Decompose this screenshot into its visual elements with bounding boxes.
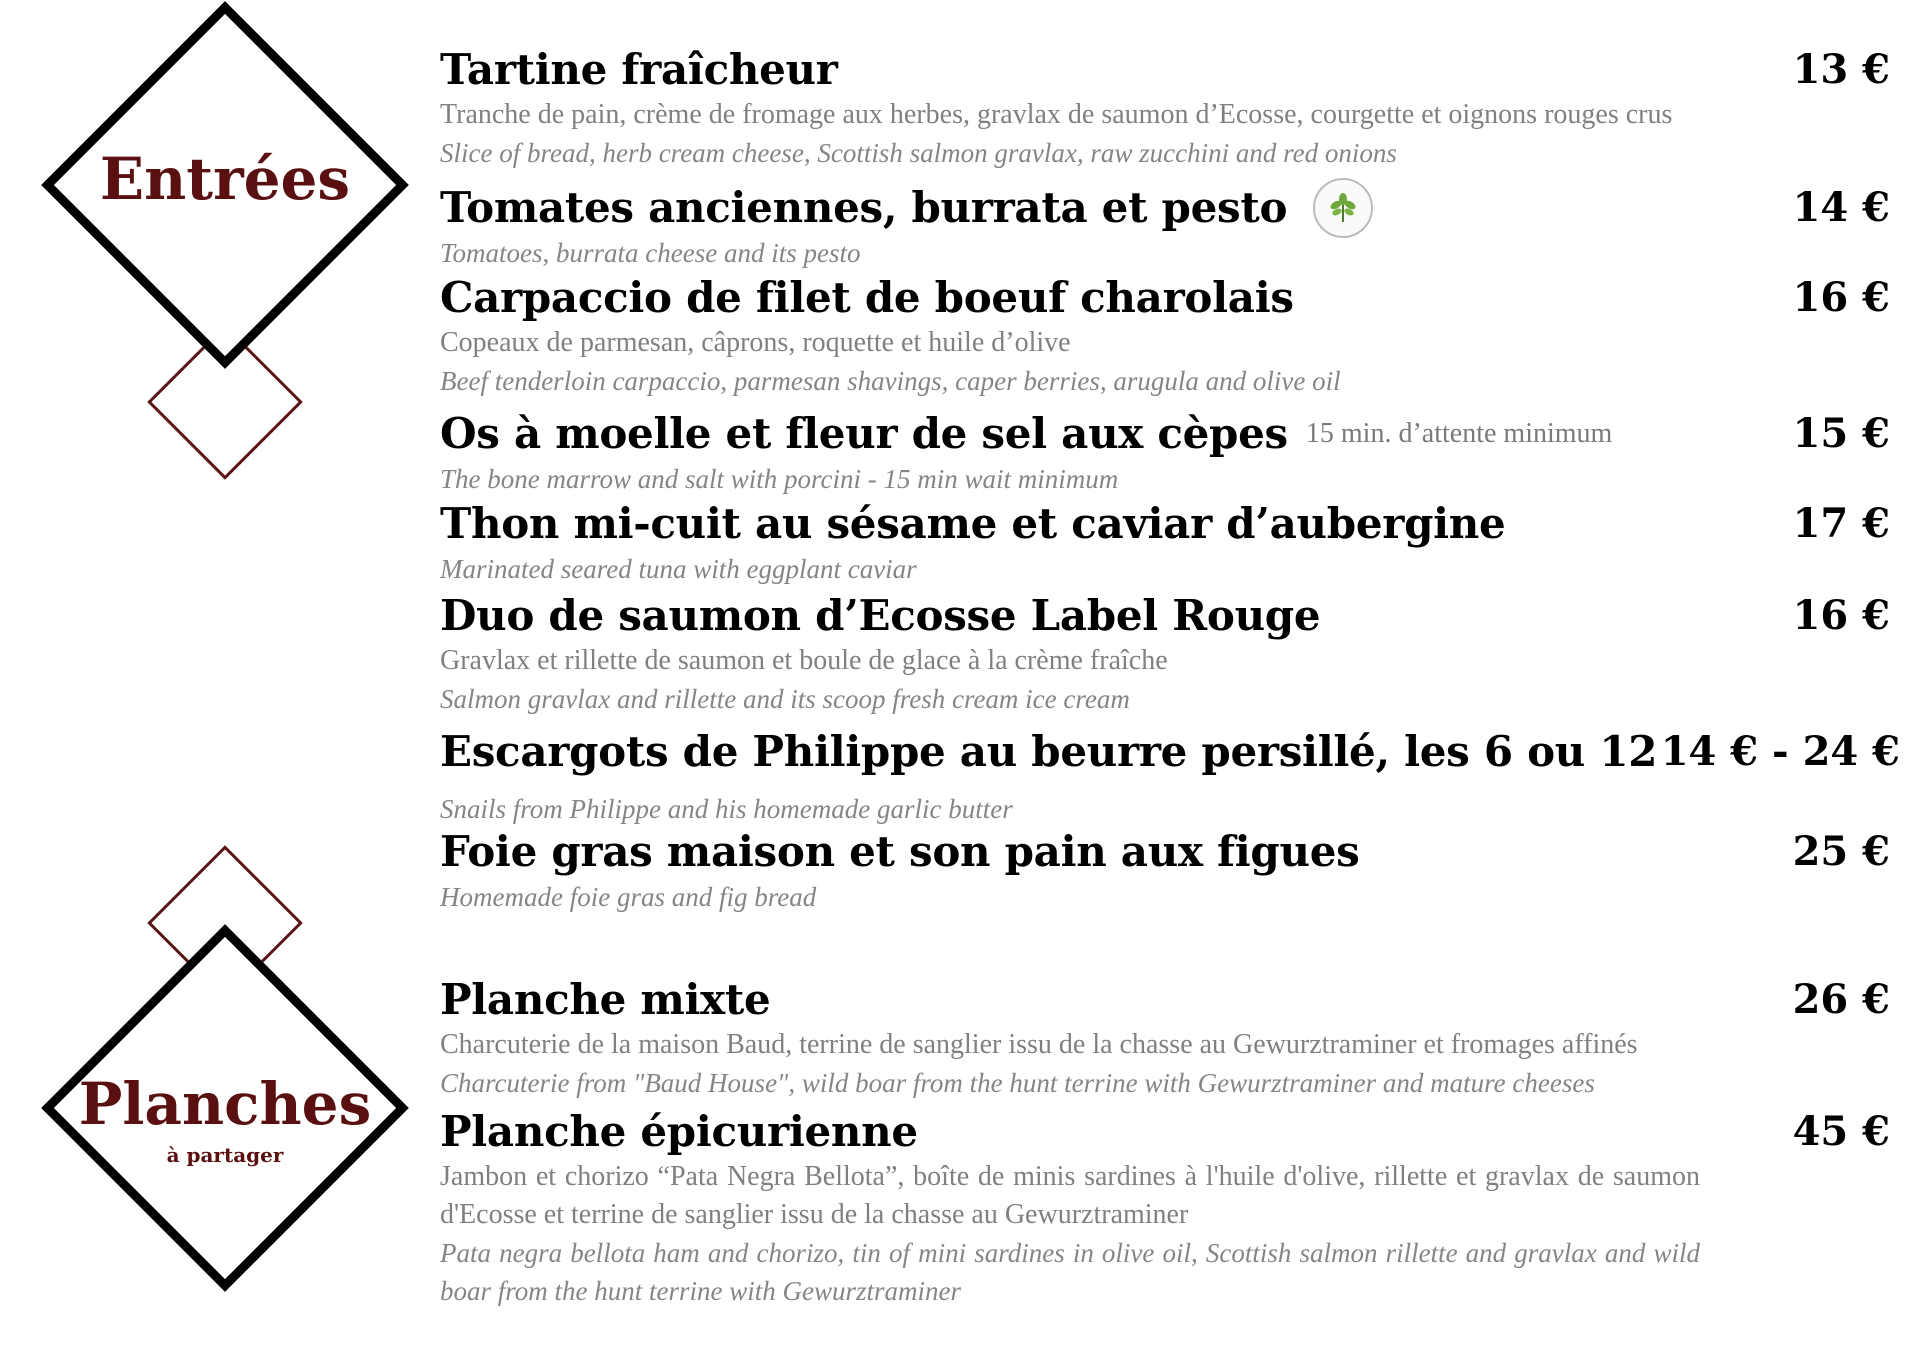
item-price: 15 €: [1792, 410, 1890, 457]
item-description: Charcuterie de la maison Baud, terrine de sanglier issu de la chasse au Gewurztraminer et fromages affinés: [440, 1029, 1638, 1060]
item-price: 16 €: [1792, 592, 1890, 639]
menu-item: [440, 826, 1890, 916]
item-description-en: Charcuterie from "Baud House", wild boar from the hunt terrine with Gewurztraminer and mature cheeses: [440, 1068, 1595, 1098]
item-price: 13 €: [1792, 46, 1890, 93]
item-note: 15 min. d’attente minimum: [1305, 418, 1613, 449]
item-description-en: Slice of bread, herb cream cheese, Scottish salmon gravlax, raw zucchini and red onions: [440, 138, 1397, 168]
item-price: 14 € - 24 €: [1660, 728, 1900, 775]
item-price: 25 €: [1792, 828, 1890, 875]
menu-item: [440, 974, 1890, 1102]
item-price: 45 €: [1792, 1108, 1890, 1155]
item-description-en: Pata negra bellota ham and chorizo, tin of mini sardines in olive oil, Scottish salmon rillette and gravlax and wild boar from the hunt terrine with Gewurztraminer: [440, 1238, 1700, 1306]
item-description-en: Salmon gravlax and rillette and its scoop fresh cream ice cream: [440, 684, 1130, 714]
item-title: Duo de saumon d’Ecosse Label Rouge: [440, 591, 1321, 640]
item-description: Gravlax et rillette de saumon et boule de glace à la crème fraîche: [440, 645, 1168, 676]
item-title: Planche mixte: [440, 975, 771, 1024]
menu-item: [440, 182, 1890, 272]
menu-item: [440, 1106, 1890, 1310]
item-description: Copeaux de parmesan, câprons, roquette et huile d’olive: [440, 327, 1071, 358]
item-price: 16 €: [1792, 274, 1890, 321]
menu-item: [440, 498, 1890, 588]
item-title: Carpaccio de filet de boeuf charolais: [440, 273, 1294, 322]
menu-item: [440, 272, 1890, 400]
menu-item: [440, 726, 1900, 828]
item-description-en: Tomatoes, burrata cheese and its pesto: [440, 238, 861, 268]
item-title: Escargots de Philippe au beurre persillé, les 6 ou 12: [440, 727, 1658, 776]
planches-sublabel: à partager: [166, 1143, 284, 1167]
entrees-title: Entrées: [99, 145, 351, 213]
item-title: Foie gras maison et son pain aux figues: [440, 827, 1360, 876]
item-description: Tranche de pain, crème de fromage aux herbes, gravlax de saumon d’Ecosse, courgette et oignons rouges crus: [440, 99, 1673, 130]
entrees-label: [80, 145, 370, 213]
item-title: Tomates anciennes, burrata et pesto: [440, 183, 1288, 232]
vegetarian-leaf-icon: [1313, 178, 1373, 238]
planches-label: [70, 1070, 380, 1167]
item-price: 14 €: [1792, 184, 1890, 231]
item-description-en: Marinated seared tuna with eggplant caviar: [440, 554, 917, 584]
item-price: 26 €: [1792, 976, 1890, 1023]
item-description-en: Beef tenderloin carpaccio, parmesan shavings, caper berries, arugula and olive oil: [440, 366, 1341, 396]
menu-item: [440, 408, 1890, 498]
item-title: Os à moelle et fleur de sel aux cèpes: [440, 409, 1288, 458]
item-price: 17 €: [1792, 500, 1890, 547]
menu-item: [440, 44, 1890, 172]
item-title: Thon mi-cuit au sésame et caviar d’aubergine: [440, 499, 1506, 548]
item-description-en: The bone marrow and salt with porcini - 15 min wait minimum: [440, 464, 1119, 494]
item-description-en: Snails from Philippe and his homemade garlic butter: [440, 794, 1013, 824]
item-description: Jambon et chorizo “Pata Negra Bellota”, boîte de minis sardines à l'huile d'olive, rillette et gravlax de saumon d'Ecosse et terrine de sanglier issu de la chasse au Gewurztraminer: [440, 1161, 1700, 1230]
planches-title: Planches: [78, 1070, 372, 1138]
item-description-en: Homemade foie gras and fig bread: [440, 882, 817, 912]
item-title: Planche épicurienne: [440, 1107, 918, 1156]
item-title: Tartine fraîcheur: [440, 45, 838, 94]
menu-item: [440, 590, 1890, 718]
